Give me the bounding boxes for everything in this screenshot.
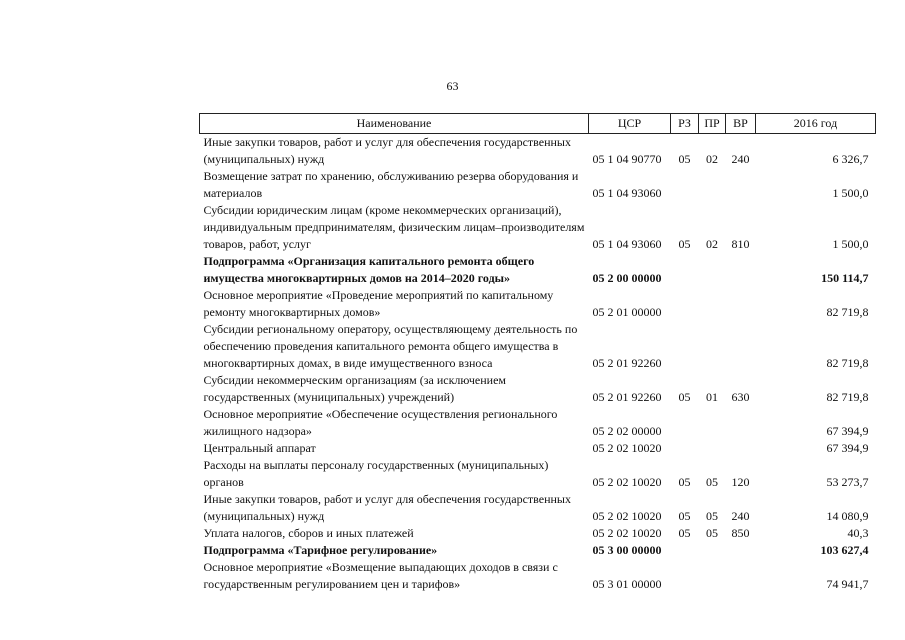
cell-name: Основное мероприятие «Проведение мероприятий по капитальному ремонту многоквартирных домов» [203, 288, 554, 319]
cell-csr: 05 2 01 92260 [592, 356, 662, 370]
cell-vr [726, 559, 756, 593]
table-row [200, 287, 876, 321]
cell-rz [671, 440, 699, 457]
cell-sum: 82 719,8 [826, 390, 869, 404]
header-sum: 2016 год [756, 114, 876, 134]
header-rz: РЗ [671, 114, 699, 134]
table-row [200, 559, 876, 593]
cell-vr [726, 406, 756, 440]
cell-csr: 05 3 01 00000 [592, 577, 662, 591]
cell-vr [726, 440, 756, 457]
cell-csr: 05 2 02 10020 [592, 441, 662, 455]
cell-vr [726, 253, 756, 287]
cell-pr [699, 321, 726, 372]
cell-vr: 240 [731, 152, 750, 166]
header-name: Наименование [200, 114, 589, 134]
cell-vr: 630 [731, 390, 750, 404]
cell-name: Основное мероприятие «Обеспечение осуществления регионального жилищного надзора» [203, 407, 558, 438]
cell-sum: 40,3 [847, 526, 869, 540]
cell-name: Подпрограмма «Тарифное регулирование» [203, 543, 438, 557]
cell-pr [699, 253, 726, 287]
table-row [200, 134, 876, 169]
cell-vr [726, 287, 756, 321]
cell-pr: 05 [706, 526, 718, 540]
cell-sum: 82 719,8 [826, 356, 869, 370]
cell-sum: 14 080,9 [826, 509, 869, 523]
cell-csr: 05 1 04 93060 [592, 186, 662, 200]
table-header-row [200, 114, 876, 134]
cell-csr: 05 3 00 00000 [592, 543, 662, 557]
cell-vr: 810 [731, 237, 750, 251]
cell-sum: 67 394,9 [826, 441, 869, 455]
cell-vr: 120 [731, 475, 750, 489]
table-row [200, 542, 876, 559]
table-row [200, 525, 876, 542]
cell-sum: 150 114,7 [821, 271, 869, 285]
cell-rz [671, 168, 699, 202]
cell-name: Расходы на выплаты персоналу государственных (муниципальных) органов [203, 458, 549, 489]
cell-csr: 05 2 02 10020 [592, 526, 662, 540]
cell-pr: 01 [706, 390, 718, 404]
cell-rz [671, 321, 699, 372]
cell-sum: 1 500,0 [832, 237, 869, 251]
cell-pr [699, 287, 726, 321]
cell-vr: 850 [731, 526, 750, 540]
cell-vr [726, 321, 756, 372]
cell-pr: 05 [706, 509, 718, 523]
cell-vr: 240 [731, 509, 750, 523]
header-csr: ЦСР [589, 114, 671, 134]
table-row [200, 372, 876, 406]
cell-csr: 05 2 01 00000 [592, 305, 662, 319]
cell-sum: 1 500,0 [832, 186, 869, 200]
cell-rz: 05 [678, 237, 691, 251]
budget-table [199, 113, 876, 593]
cell-vr [726, 168, 756, 202]
header-pr: ПР [699, 114, 726, 134]
cell-sum: 6 326,7 [832, 152, 869, 166]
cell-pr [699, 440, 726, 457]
cell-rz: 05 [678, 526, 691, 540]
table-row [200, 253, 876, 287]
cell-csr: 05 2 02 10020 [592, 509, 662, 523]
cell-sum: 74 941,7 [826, 577, 869, 591]
table-row [200, 491, 876, 525]
cell-name: Основное мероприятие «Возмещение выпадающих доходов в связи с государственным регулированием цен и тарифов» [203, 560, 558, 591]
cell-pr [699, 542, 726, 559]
cell-rz: 05 [678, 509, 691, 523]
table-row [200, 406, 876, 440]
cell-name: Иные закупки товаров, работ и услуг для обеспечения государственных (муниципальных) нужд [203, 492, 571, 523]
cell-rz [671, 253, 699, 287]
header-vr: ВР [726, 114, 756, 134]
cell-rz [671, 287, 699, 321]
cell-name: Субсидии некоммерческим организациям (за исключением государственных (муниципальных) учреждений) [203, 373, 507, 404]
cell-csr: 05 2 01 92260 [592, 390, 662, 404]
table-row [200, 457, 876, 491]
cell-vr [726, 542, 756, 559]
cell-csr: 05 1 04 93060 [592, 237, 662, 251]
cell-rz: 05 [678, 152, 691, 166]
cell-sum: 82 719,8 [826, 305, 869, 319]
cell-rz [671, 406, 699, 440]
cell-name: Уплата налогов, сборов и иных платежей [203, 526, 414, 540]
table-row [200, 168, 876, 202]
cell-csr: 05 2 00 00000 [592, 271, 662, 285]
cell-name: Центральный аппарат [203, 441, 316, 455]
cell-name: Субсидии юридическим лицам (кроме некоммерческих организаций), индивидуальным предпринимателям, физическим лицам–производителям товаров, работ, услуг [203, 203, 585, 251]
cell-name: Иные закупки товаров, работ и услуг для обеспечения государственных (муниципальных) нужд [203, 135, 571, 166]
cell-pr: 02 [706, 152, 718, 166]
cell-pr [699, 559, 726, 593]
table-row [200, 202, 876, 253]
cell-name: Возмещение затрат по хранению, обслуживанию резерва оборудования и материалов [203, 169, 579, 200]
cell-rz [671, 559, 699, 593]
cell-sum: 103 627,4 [820, 543, 869, 557]
cell-pr [699, 406, 726, 440]
cell-name: Субсидии региональному оператору, осуществляющему деятельность по обеспечению проведения капитального ремонта общего имущества в многоквартирных домах, в виде имущественного взноса [203, 322, 578, 370]
cell-csr: 05 2 02 00000 [592, 424, 662, 438]
cell-pr [699, 168, 726, 202]
cell-rz: 05 [678, 475, 691, 489]
cell-sum: 67 394,9 [826, 424, 869, 438]
cell-pr: 02 [706, 237, 718, 251]
page-number: 63 [446, 79, 459, 93]
cell-csr: 05 1 04 90770 [592, 152, 662, 166]
cell-pr: 05 [706, 475, 718, 489]
cell-csr: 05 2 02 10020 [592, 475, 662, 489]
table-body [200, 134, 876, 594]
cell-rz: 05 [678, 390, 691, 404]
cell-sum: 53 273,7 [826, 475, 869, 489]
table-row [200, 321, 876, 372]
table-row [200, 440, 876, 457]
cell-name: Подпрограмма «Организация капитального ремонта общего имущества многоквартирных домов на 2014–2020 годы» [203, 254, 535, 285]
cell-rz [671, 542, 699, 559]
